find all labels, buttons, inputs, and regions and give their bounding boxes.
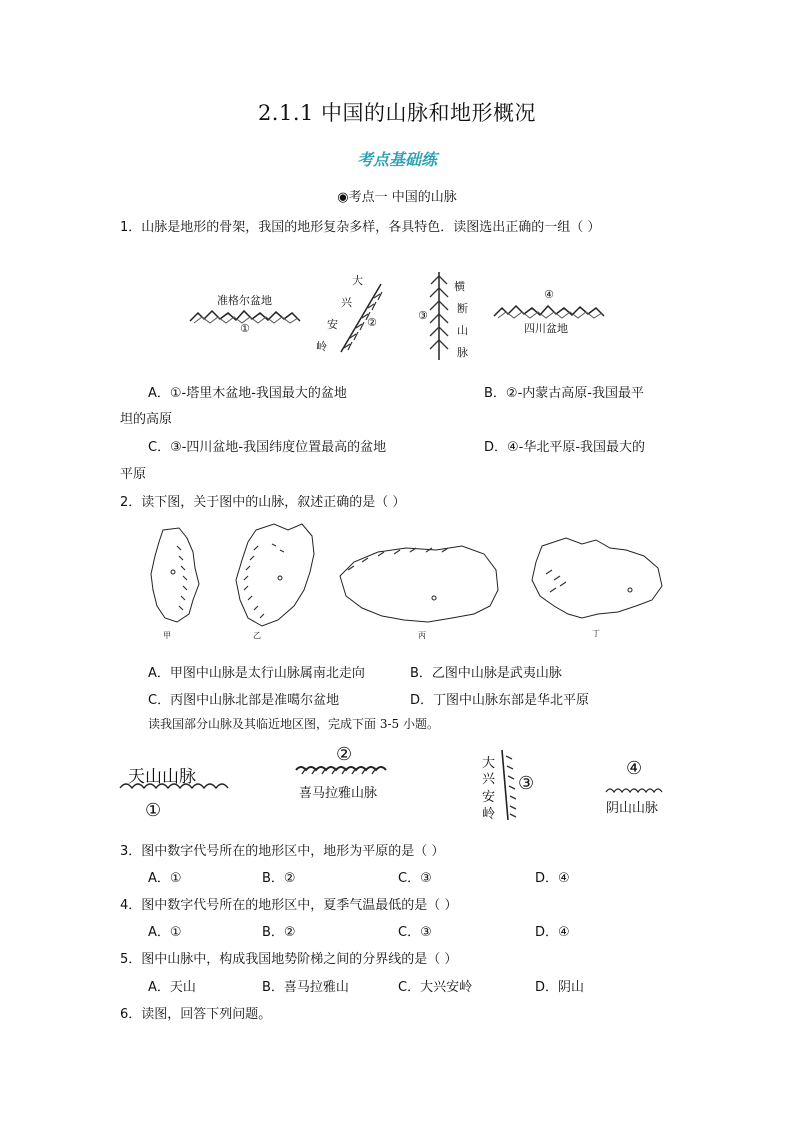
basin-label-d: 四川盆地 xyxy=(524,322,568,335)
tianshan-label: 天山山脉 xyxy=(128,767,196,787)
himalaya-label: 喜马拉雅山脉 xyxy=(299,786,378,801)
basin-label-a: 准格尔盆地 xyxy=(217,294,272,307)
q4-stem: 4．图中数字代号所在的地形区中，夏季气温最低的是（ ） xyxy=(120,898,458,913)
map-label-jia: 甲 xyxy=(163,631,171,640)
mountain-range-2-icon xyxy=(336,280,386,356)
fig35-dxa-1: 大 xyxy=(482,756,496,771)
fig35-dxa-3: 安 xyxy=(482,790,496,805)
number-3: ③ xyxy=(418,309,428,322)
q5-stem: 5．图中山脉中，构成我国地势阶梯之间的分界线的是（ ） xyxy=(120,952,458,967)
fig35-dxa-4: 岭 xyxy=(482,807,496,822)
tianshan-range-icon xyxy=(118,776,226,794)
hd-char-4: 脉 xyxy=(457,346,468,359)
q6-stem: 6．读图，回答下列问题。 xyxy=(120,1007,272,1022)
q2-option-d[interactable]: D．丁图中山脉东部是华北平原 xyxy=(410,693,590,708)
group-note: 读我国部分山脉及其临近地区图，完成下面 3-5 小题。 xyxy=(148,717,439,731)
q5-option-d[interactable]: D．阴山 xyxy=(535,980,585,995)
dxa-char-3: 安 xyxy=(327,318,338,331)
fig35-number-2: ② xyxy=(336,744,353,765)
q3-stem: 3．图中数字代号所在的地形区中，地形为平原的是（ ） xyxy=(120,844,445,859)
q1-option-a[interactable]: A．①-塔里木盆地-我国最大的盆地 xyxy=(148,386,347,401)
map-label-ding: 丁 xyxy=(592,629,600,638)
q4-option-d[interactable]: D．④ xyxy=(535,925,570,940)
yinshan-label: 阴山山脉 xyxy=(606,801,659,816)
hd-char-1: 横 xyxy=(454,280,465,293)
number-2: ② xyxy=(367,316,377,329)
q3-option-b[interactable]: B．② xyxy=(262,871,296,886)
mountain-range-3-icon xyxy=(426,270,452,362)
q4-option-a[interactable]: A．① xyxy=(148,925,182,940)
fig35-number-4: ④ xyxy=(626,758,643,779)
q1-option-c[interactable]: C．③-四川盆地-我国纬度位置最高的盆地 xyxy=(148,440,387,455)
map-yi-icon xyxy=(228,520,320,630)
hd-char-2: 断 xyxy=(457,302,468,315)
fig35-dxa-2: 兴 xyxy=(482,772,496,787)
q3-option-a[interactable]: A．① xyxy=(148,871,182,886)
hd-char-3: 山 xyxy=(457,324,468,337)
map-label-bing: 丙 xyxy=(418,631,426,640)
q1-option-b-cont: 坦的高原 xyxy=(120,412,173,427)
map-bing-icon xyxy=(334,540,502,628)
q3-option-d[interactable]: D．④ xyxy=(535,871,570,886)
fig35-number-1: ① xyxy=(145,800,162,821)
dxa-range-icon xyxy=(498,748,516,822)
q2-stem: 2．读下图，关于图中的山脉，叙述正确的是（ ） xyxy=(120,495,406,510)
number-4: ④ xyxy=(544,288,554,301)
yinshan-range-icon xyxy=(604,784,664,796)
q1-option-d[interactable]: D．④-华北平原-我国最大的 xyxy=(484,440,646,455)
q1-option-b[interactable]: B．②-内蒙古高原-我国最平 xyxy=(484,386,644,401)
map-ding-icon xyxy=(526,534,666,624)
dxa-char-2: 兴 xyxy=(341,296,352,309)
map-jia-icon xyxy=(143,526,203,624)
q5-option-c[interactable]: C．大兴安岭 xyxy=(398,980,473,995)
dxa-char-1: 大 xyxy=(352,274,363,287)
q1-stem: 1．山脉是地形的骨架，我国的地形复杂多样，各具特色．读图选出正确的一组（ ） xyxy=(120,220,601,235)
topic-heading: ◉考点一 中国的山脉 xyxy=(337,190,457,205)
q2-option-a[interactable]: A．甲图中山脉是太行山脉属南北走向 xyxy=(148,666,365,681)
fig35-number-3: ③ xyxy=(518,773,535,794)
q2-option-c[interactable]: C．丙图中山脉北部是准噶尔盆地 xyxy=(148,693,340,708)
map-label-yi: 乙 xyxy=(253,631,261,640)
himalaya-range-icon xyxy=(294,762,390,778)
page-title: 2.1.1 中国的山脉和地形概况 xyxy=(257,101,537,125)
q4-option-c[interactable]: C．③ xyxy=(398,925,432,940)
q3-option-c[interactable]: C．③ xyxy=(398,871,432,886)
q5-option-b[interactable]: B．喜马拉雅山 xyxy=(262,980,349,995)
number-1: ① xyxy=(240,322,250,335)
dxa-char-4: 岭 xyxy=(316,340,327,353)
q2-option-b[interactable]: B．乙图中山脉是武夷山脉 xyxy=(410,666,562,681)
q1-option-d-cont: 平原 xyxy=(120,467,147,482)
q5-option-a[interactable]: A．天山 xyxy=(148,980,196,995)
q4-option-b[interactable]: B．② xyxy=(262,925,296,940)
mountain-range-4-icon xyxy=(494,300,606,322)
section-subtitle: 考点基础练 xyxy=(356,150,437,169)
